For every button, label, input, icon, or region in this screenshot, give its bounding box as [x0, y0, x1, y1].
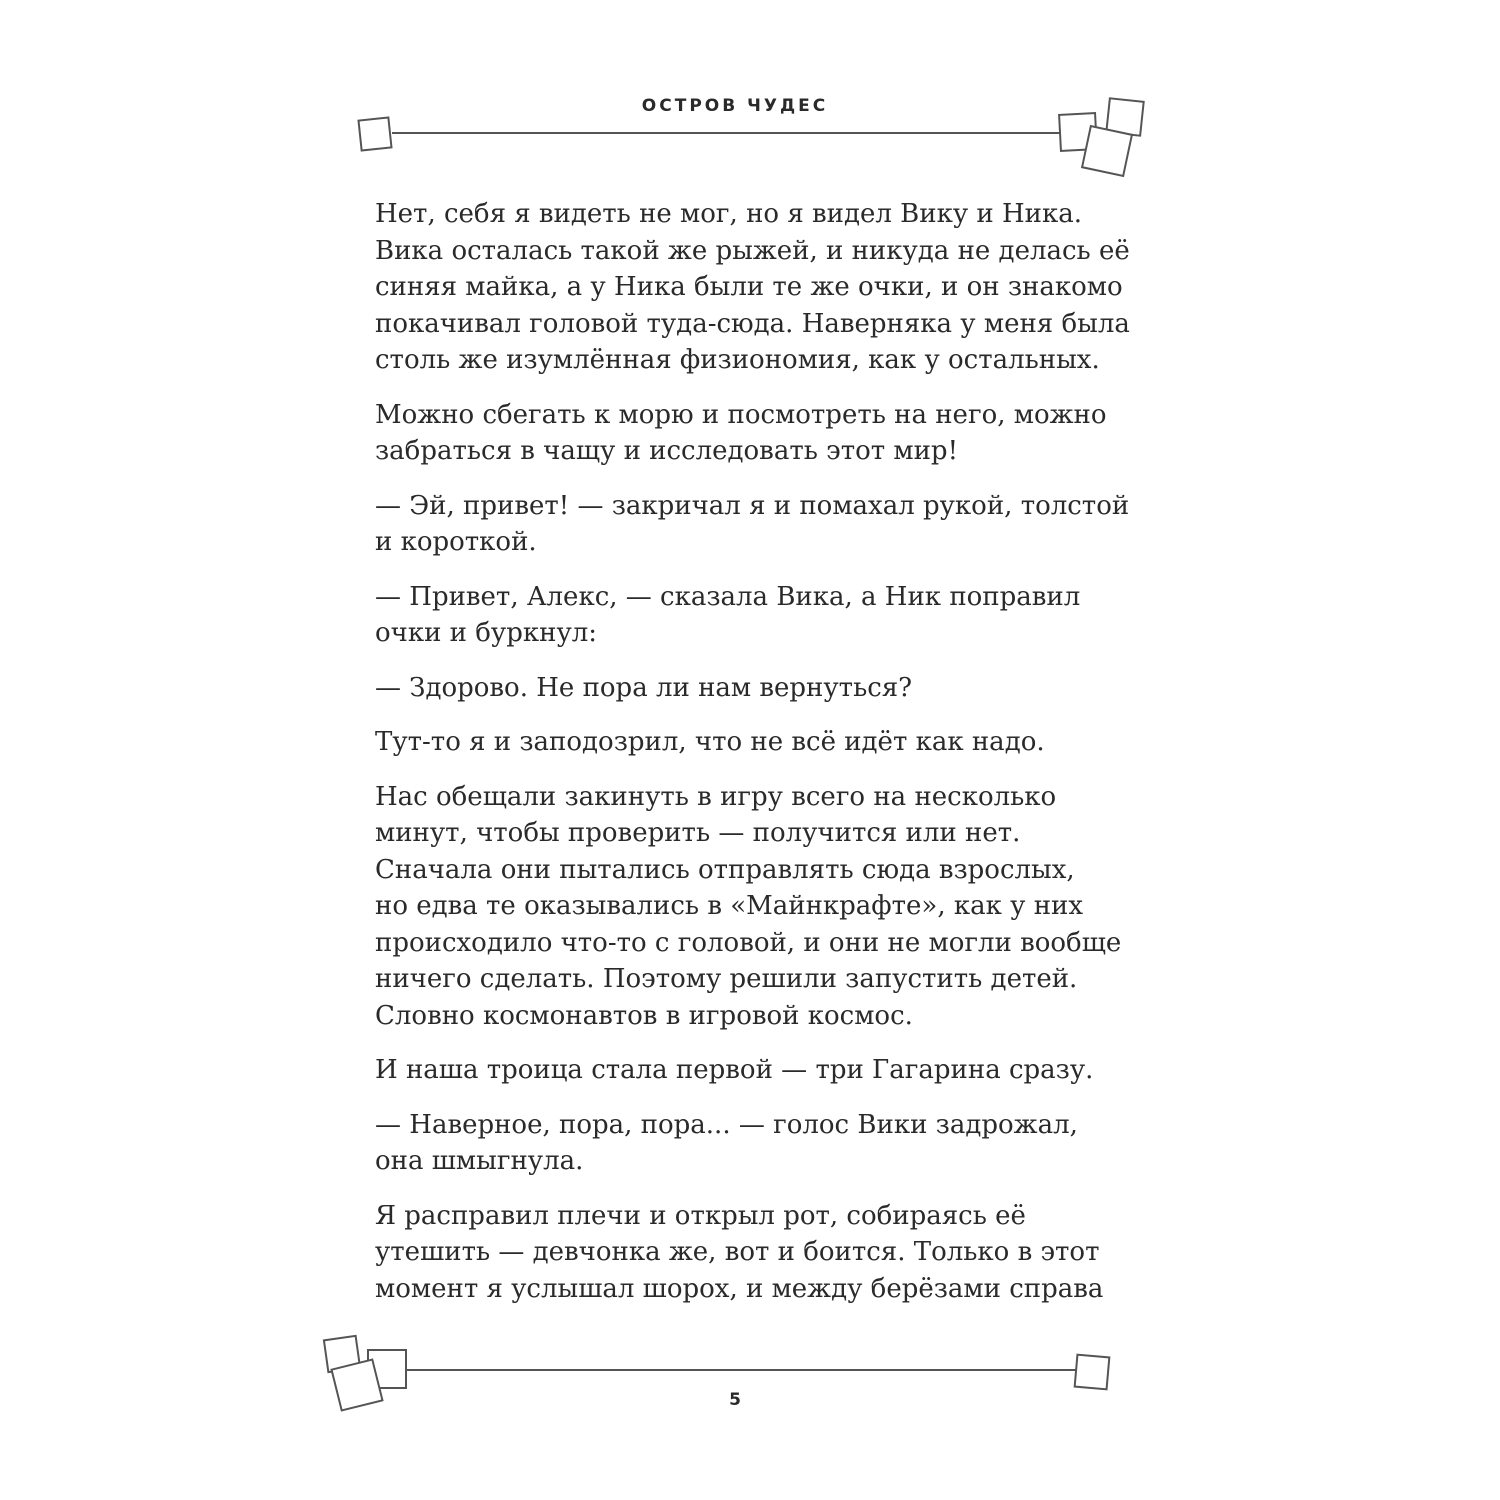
- text-line: утешить — девчонка же, вот и боится. Только в этот: [375, 1237, 1100, 1267]
- text-line: Словно космонавтов в игровой космос.: [375, 1000, 913, 1031]
- paragraph: [375, 670, 1135, 707]
- stacked-squares-icon: [1059, 98, 1144, 176]
- text-line: очки и буркнул:: [375, 618, 598, 648]
- square-outline-icon: [359, 118, 392, 151]
- text-line: но едва те оказывались в «Майнкрафте», как у них: [375, 891, 1084, 921]
- stacked-squares-icon: [324, 1336, 406, 1411]
- paragraph: [375, 488, 1135, 561]
- text-line: Тут-то я и заподозрил, что не всё идёт как надо.: [375, 727, 1045, 757]
- text-line: — Здорово. Не пора ли нам вернуться?: [375, 672, 913, 703]
- text-line: Я расправил плечи и открыл рот, собираясь её: [375, 1200, 1026, 1231]
- text-line: Нас обещали закинуть в игру всего на несколько: [375, 781, 1057, 812]
- text-line: она шмыгнула.: [375, 1146, 584, 1176]
- paragraph: [375, 1198, 1135, 1308]
- body-text: [375, 196, 1135, 1325]
- page-number: 5: [729, 1390, 741, 1410]
- paragraph: [375, 1052, 1135, 1089]
- text-line: Можно сбегать к морю и посмотреть на него, можно: [375, 399, 1107, 430]
- text-line: столь же изумлённая физиономия, как у остальных.: [375, 345, 1100, 375]
- text-line: забраться в чащу и исследовать этот мир!: [375, 436, 959, 466]
- paragraph: [375, 397, 1135, 470]
- text-line: ничего сделать. Поэтому решили запустить детей.: [375, 964, 1078, 994]
- paragraph: [375, 1107, 1135, 1180]
- text-line: — Привет, Алекс, — сказала Вика, а Ник поправил: [375, 581, 1081, 612]
- square-outline-icon: [1075, 1355, 1110, 1390]
- paragraph: [375, 579, 1135, 652]
- running-head-title: ОСТРОВ ЧУДЕС: [641, 96, 829, 116]
- header-ornament: [0, 0, 1500, 200]
- text-line: Нет, себя я видеть не мог, но я видел Вику и Ника.: [375, 199, 1083, 229]
- text-line: Сначала они пытались отправлять сюда взрослых,: [375, 854, 1075, 885]
- paragraph: [375, 724, 1135, 761]
- text-line: синяя майка, а у Ника были те же очки, и он знакомо: [375, 272, 1123, 302]
- text-line: И наша троица стала первой — три Гагарина сразу.: [375, 1055, 1094, 1085]
- text-line: и короткой.: [375, 527, 537, 557]
- text-line: — Эй, привет! — закричал я и помахал рукой, толстой: [375, 490, 1130, 521]
- paragraph: [375, 779, 1135, 1035]
- paragraph: [375, 196, 1135, 379]
- text-line: минут, чтобы проверить — получится или нет.: [375, 818, 1021, 848]
- text-line: — Наверное, пора, пора... — голос Вики задрожал,: [375, 1109, 1078, 1140]
- text-line: происходило что-то с головой, и они не могли вообще: [375, 927, 1122, 958]
- text-line: Вика осталась такой же рыжей, и никуда не делась её: [375, 235, 1130, 266]
- text-line: покачивал головой туда-сюда. Наверняка у меня была: [375, 308, 1130, 339]
- text-line: момент я услышал шорох, и между берёзами справа: [375, 1273, 1104, 1304]
